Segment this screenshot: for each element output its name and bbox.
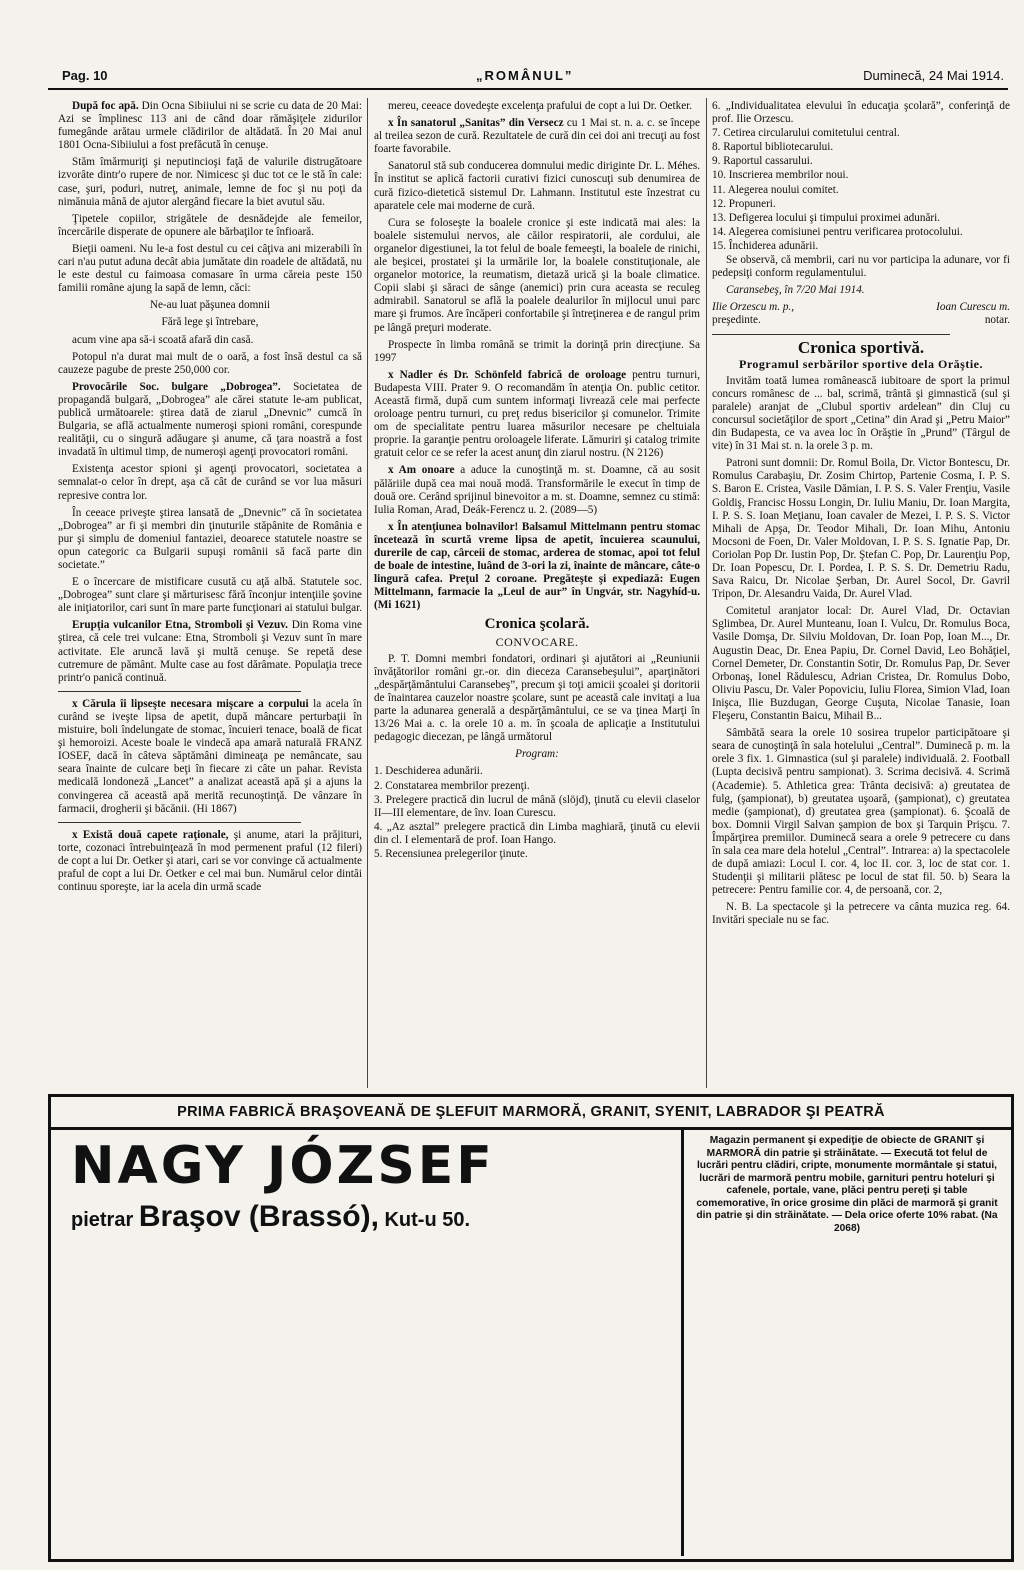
verse-line: Ne-au luat păşunea domnii	[149, 299, 271, 312]
paragraph: P. T. Domni membri fondatori, ordinari şi ajutători ai „Reuniunii învăţătorilor români gr.-or. din dieceza Caransebeşului”, aparţinători „despărţământului Caransebeş”, precum şi toţi amicii şcoalei şi doritorii de înaintarea cauzelor noastre şcolare, sunt pe această cale invitaţi a lua parte la adunarea generală a despărţământului, ce se va ţinea Marţi în 13/26 Mai a. c. la orele 10 a. m. în şcoala de aplicaţie a Institutului pedagogic diecezan, pe lângă următorul	[374, 652, 700, 744]
list-item: 14. Alegerea comisiunei pentru verificarea protocolului.	[712, 225, 963, 238]
column-rule	[706, 98, 707, 1088]
list-item: 10. Inscrierea membrilor noui.	[712, 169, 849, 182]
place-date: Caransebeş, în 7/20 Mai 1914.	[726, 284, 865, 297]
article-flood: După foc apă. Din Ocna Sibiiului ni se scrie cu data de 20 Mai: Azi se împlinesc 113 ani de când doar rămăşiţele zidurilor fumegânde arătau urmele clădirilor de altădată. În 20 Mai anul 1801 Ocna-Sibiiului a fost prefăcută în cenuşe.	[58, 100, 362, 152]
advertisement-nagy-jozsef	[48, 1094, 1014, 1562]
paragraph: Se observă, că membrii, cari nu vor participa la adunare, vor fi pedepsiţi conform regulamentului.	[712, 254, 1010, 280]
paragraph: Sâmbătă seara la orele 10 sosirea trupelor participătoare şi seara de cunoştinţă în sala hotelului „Central”. Duminecă p. m. la orele 3 fix. 1. Gimnastica (sul şi paralele) individuală. 2. Football (Lupta decisivă pentru sampionat). 3. Scrima decisivă. 4. Scrimă (Academie). 5. Athletica grea: Trânta decisivă: a) greutatea de fulg, (şampionat), b) greutatea uşoară, (şampionat), c) greutatea medie (şampionat), d) greutatea grea (şampionat). 6. Şcoală de box. Domnii Virgil Salvan şampion de box şi Tarquin Prişcu. 7. Împărţirea premiilor. Duminecă seara a orele 9 petrecere cu dans în sala cea mare dela hotelul „Central”. Intrarea: a) la spectacolele de după amiazi: Locul I. cor. 4, loc II. cor. 3, loc de stat cor. 1. Studenţii şi militarii plătesc pe locul de stat fil. 50. b) Seara la petrecere: Pentru familie cor. 4, de persoană, cor. 2,	[712, 727, 1010, 897]
newspaper-title: „ROMÂNUL”	[476, 68, 574, 83]
banner-headline: PRIMA FABRICĂ BRAŞOVEANĂ DE ŞLEFUIT MARMORĂ, GRANIT, SYENIT, LABRADOR ŞI PEATRĂ	[51, 1097, 1011, 1130]
paragraph: acum vine apa să-i scoată afară din casă.	[72, 333, 254, 346]
page-header	[48, 66, 1008, 90]
list-item: 1. Deschiderea adunării.	[374, 765, 483, 778]
banner-left	[51, 1130, 684, 1556]
list-item: 11. Alegerea noului comitet.	[712, 183, 839, 196]
paragraph: N. B. La spectacole şi la petrecere va cânta muzica reg. 64. Invitări speciale nu se fac.	[712, 901, 1010, 927]
program-list	[374, 765, 700, 861]
verse-line: Fără lege şi întrebare,	[161, 316, 259, 329]
column-2	[374, 100, 700, 1085]
list-item: 4. „Az asztal” prelegere practică din Limba maghiară, ţinută cu elevii din cl. I elementară de prof. Ioan Hango.	[374, 820, 700, 846]
article-volcanoes: Erupţia vulcanilor Etna, Stromboli şi Vezuv. Din Roma vine ştirea, că cele trei vulcane: Etna, Stromboli şi Vezuv sunt în mare activitate. Ele aruncă lavă şi multă cenuşe. Se repetă dese cutremure de pământ. Multe case au fost dărâmate. Populaţia trece printr'o panică continuă.	[58, 619, 362, 684]
advertiser-name: NAGY JÓZSEF	[71, 1136, 495, 1196]
divider	[712, 334, 950, 335]
program-list-continued	[712, 100, 1010, 253]
list-item: 2. Constatarea membrilor prezenţi.	[374, 779, 530, 792]
list-item: 15. Închiderea adunării.	[712, 239, 819, 252]
paragraph: În ceeace priveşte ştirea lansată de „Dnevnic” că în societatea „Dobrogea” ar fi şi membri din ţinuturile stăpânite de România e pur şi simplu de domeniul fantaziei, deoarece statutele noastre se opun categoric ca Bulgarii supuşi românii să facă parte din societate.”	[58, 506, 362, 571]
paragraph: Comitetul aranjator local: Dr. Aurel Vlad, Dr. Octavian Sglimbea, Dr. Aurel Munteanu, Ioan I. Vulcu, Dr. Romulus Boca, Vasile Domşa, Dr. Silviu Moldovan, Dr. Ioan Pop, Ioan M..., Dr. Augustin Deac, Dr. Enea Papiu, Dr. Cornel David, Leo Bohăţiel, Cornel Demeter, Dr. Constantin Sotir, Dr. Romulus Pap, Dr. Sever Orbonaş, Ionel Rădulescu, Adrian Cristea, Dr. Romulus Dobo, Oliviu Pascu, Dr. Valer Popoviciu, Iuliu Florea, Simion Vlad, Ioan Inişca, Ilie Buzdugan, George Cuşuta, Nicolae Tanasie, Ioan Fleşeru, Constantin Baicu, Mihail B...	[712, 605, 1010, 723]
list-item: 12. Propuneri.	[712, 197, 776, 210]
list-item: 13. Defigerea locului şi timpului proximei adunări.	[712, 211, 941, 224]
divider	[58, 822, 301, 823]
ad-balsam: x În atenţiunea bolnavilor! Balsamul Mittelmann pentru stomac încetează în scurtă vreme lipsa de apetit, încuierea scaunului, durerile de cap, cârceii de stomac, arderea de stomac, apoi tot felul de boale de intestine, luând de 3-ori la zi, înainte de mâncare, câte-o lingură cafea. Preţul 2 coroane. Pregăteşte şi expediază: Eugen Mittelmann, farmacie la „Leul de aur” în Ungvár, str. Nagyhíd-u. (Mi 1621)	[374, 520, 700, 612]
paragraph: Potopul n'a durat mai mult de o oară, a fost însă destul ca să cauzeze pagube de preste 250,000 cor.	[58, 350, 362, 376]
ad-clocks: x Nadler és Dr. Schönfeld fabrică de oroloage pentru turnuri, Budapesta VIII. Prater 9. O recomandăm în atenţia On. public cetitor. Această firmă, după cum suntem informaţi livrează cele mai perfecte oroloage pentru turnuri, cu preţ redus bisericilor şi comunelor. Trimite om de specialitate pentru luarea măsurilor necesare pe cheltuiala proprie. Ia garanţie pentru oroloagele liferate. Lămuriri şi catalog trimite gratuit celor ce se refer la acest anunţ din ziarul nostru. (N 2126)	[374, 368, 700, 460]
paragraph: Ţipetele copiilor, strigătele de desnădejde ale femeilor, încercările disperate de opunere ale bărbaţilor te înfioară.	[58, 212, 362, 238]
list-item: 5. Recensiunea prelegerilor ţinute.	[374, 847, 528, 860]
column-3	[712, 100, 1010, 1085]
paragraph: Invităm toată lumea românească iubitoare de sport la primul concurs românesc de ... bal, scrimă, trântă şi gimnastică (sul şi paralele) aranjat de „Clubul sportiv ardelean” din Cluj cu concursul societăţilor de sport „Cetina” din Arad şi „Petru Maior” din Budapesta, ce va avea loc în Orăştie în „Prund” (Târgul de vite) în 31 Mai st. n. la orele 3 p. m.	[712, 374, 1010, 453]
section-title-school: Cronica şcolară.	[484, 616, 590, 633]
paragraph: Stăm îmărmuriţi şi neputincioşi faţă de valurile distrugătoare izvorâte dintr'o rupere de nor. Nimicesc şi duc tot ce le stă în cale: case, şuri, poduri, nutreţ, animale, lemne de foc şi nu poţi da nimănuia mână de ajutor alergând fiecare la biet avutul său.	[58, 156, 362, 208]
banner-description: Magazin permanent şi expediţie de obiecte de GRANIT şi MARMORĂ din patrie şi străinătate. — Execută tot felul de lucrări pentru clădiri, cripte, monumente mormântale şi statui, lucrări de marmoră pentru mobile, garnituri pentru hoteluri şi cafenele, portale, vane, plăci pentru pereţi şi table comemorative, în orice grosime din plăci de marmoră şi granit din patrie şi din străinătate. — Dela orice oferte 10% rabat. (Na 2068)	[696, 1135, 998, 1234]
ad-oetker: x Există două capete raţionale, şi anume, atari la prăjituri, torte, cozonaci întrebuinţează în mod permenent praful (12 fileri) de copt a lui Dr. Oetker şi atari, cari se vor convinge că actualmente praful de copt a lui Dr. Oetker e cel mai bun. Numărul celor dintâi continuu sporeşte, iar la acela din urmă scade	[58, 828, 362, 894]
list-item: 6. „Individualitatea elevului în educaţia şcolară”, conferinţă de prof. Ilie Orzescu.	[712, 100, 1010, 126]
column-rule	[367, 98, 368, 1088]
divider	[58, 691, 301, 692]
paragraph: Existenţa acestor spioni şi agenţi provocatori, societatea a semnalat-o celor în drept, aşa că cât de curând se vor lua măsuri represive contra lor.	[58, 463, 362, 502]
list-item: 8. Raportul bibliotecarului.	[712, 141, 834, 154]
paragraph: Sanatorul stă sub conducerea domnului medic diriginte Dr. L. Méhes. În institut se aplică factorii curativi fizici cunoscuţi sub denumirea de cură fizico-dietetică sistemul Dr. Lahmann. Institutul este înzestrat cu aparatele cele mai moderne de cură.	[374, 160, 700, 212]
issue-date: Duminecă, 24 Mai 1914.	[863, 68, 1004, 83]
paragraph: Patroni sunt domnii: Dr. Romul Boila, Dr. Victor Bontescu, Dr. Romulus Carabaşiu, Dr. Zosim Chirtop, Partenie Cosma, I. P. S. S. Baron E. Cristea, Vasile Dămian, I. P. S. S. Valer Frenţiu, Vasile Goldiş, Francisc Hossu Longin, Dr. Iuliu Maniu, Dr. Ioan Margita, I. P. S. S. Ioan Meţianu, Ioan cavaler de Mezei, I. P. S. S. Victor Mihali de Apşa, Dr. Teodor Mihali, Dr. Ioan Mihu, Antoniu Mocsoni de Foen, Dr. Valer Moldovan, I. P. S. S. Ignatie Pap, Dr. Coriolan Pop Dr. Iustin Pop, Dr. Ştefan C. Pop, Dr. Laurenţiu Pop, Dr. Ioan Popescu, Dr. I. Pordea, I. P. S. S. Dr. Demetriu Radu, Sava Raicu, Dr. Nicolae Şerban, Dr. Aurel Socol, Dr. Gavril Tripon, Dr. Alesandru Vaida, Dr. Aurel Vlad.	[712, 457, 1010, 601]
paragraph: Cura se foloseşte la boalele cronice şi este indicată mai ales: la boalele sistemului nervos, ale căilor respiratorii, ale cordului, ale organelor digestiunei, la tot felul de boale femeeşti, la boalele de rinichi, ale beşicei, prostatei şi la urmările lor, la boalele constituţionale, ale organelor motorice, la reumatism, dietază urică şi la boale climatice. Copii slabi şi săraci de sânge (anemici) prin cura aceasta se reculeg admirabil. Sanatorul se află la poalele dealurilor în mijlocul unui parc mare şi frumos. Are încăperi confortabile şi întreţinerea e de rangul prim pe lângă preţuri moderate.	[374, 216, 700, 334]
advertiser-address: pietrar Braşov (Brassó), Kut-u 50.	[71, 1200, 471, 1233]
signatures: Ilie Orzescu m. p., preşedinte. Ioan Curescu m. notar.	[712, 301, 1010, 327]
page-number: Pag. 10	[62, 68, 108, 83]
sport-subtitle: Programul serbărilor sportive dela Orăştie.	[738, 356, 983, 371]
list-item: 3. Prelegere practică din lucrul de mână (slöjd), ţinută cu elevii claselor II—III elementare, de înv. Ioan Curescu.	[374, 793, 700, 819]
paragraph: Bieţii oameni. Nu le-a fost destul cu cei câţiva ani mizerabili în cari n'au putut aduna decât abia jumătate din roadele de altădată, nu le este destul cu faimoasa comasare în urma căreia peste 150 familii române ajung la sapă de lemn, căci:	[58, 242, 362, 295]
ad-franz-iosef: x Cărula îi lipseşte necesara mişcare a corpului la acela în curând se iveşte lipsa de apetit, după mâncare perturbaţii în mistuire, boli îndelungate de stomac, încuieri tenace, boală de ficat şi hemoroizi. Aceste boale le vindecă apa amară naturală FRANZ IOSEF, dacă în câteva săptămâni dimineaţa pe nemâncate, sau seara înainte de culcare beţi în fiecare zi câte un pahar. Revista medicală londoneză „Lancet” a analizat această apă şi a ajuns la convingerea că această apă merită recunoştinţă. De vânzare în farmacii, drogherii şi băcănii. (Hi 1867)	[58, 697, 362, 815]
list-item: 9. Raportul cassarului.	[712, 155, 813, 168]
paragraph: mereu, ceeace dovedeşte excelenţa prafului de copt a lui Dr. Oetker.	[388, 100, 693, 112]
convocation-heading: CONVOCARE.	[495, 634, 579, 649]
section-title-sport: Cronica sportivă.	[797, 337, 925, 357]
paragraph: E o încercare de mistificare cusută cu aţă albă. Statutele soc. „Dobrogea” sunt clare şi mărturisesc fără înconjur intenţiile şovine ale iniţiatorilor, cari sunt în mare parte funcţionari ai statului bulgar.	[58, 576, 362, 615]
article-dobrogea: Provocările Soc. bulgare „Dobrogea”. Societatea de propagandă bulgară, „Dobrogea” ale cărei statute le-am publicat, publică următoarele: ştirea dată de ziarul „Dnevnic” cumcă în Bulgaria, se află actualmente numeroşi spioni români, corespunde realităţii, cu o singură adăugare şi anume, că ţara noastră a fost invadată în ultimul timp, de numeroşi agenţi provocatori români.	[58, 380, 362, 459]
list-item: 7. Cetirea circularului comitetului central.	[712, 127, 900, 140]
paragraph: Prospecte în limba română se trimit la dorinţă prin direcţiune. Sa 1997	[374, 338, 700, 364]
ad-hats: x Am onoare a aduce la cunoştinţă m. st. Doamne, că au sosit pălăriile după cea mai nouă modă. Transformările le execut în timp de două ore. Cerând sprijinul binevoitor a m. st. Doamne, semnez cu stimă: Iulia Roman, Arad, Deák-Ferencz u. 2. (2089—5)	[374, 464, 700, 516]
ad-sanitas: x În sanatorul „Sanitas” din Versecz cu 1 Mai st. n. a. c. se începe al treilea sezon de cură. Rezultatele de cură din cei doi ani trecuţi au fost foarte favorabile.	[374, 117, 700, 156]
column-1	[58, 100, 362, 1085]
program-heading: Program:	[515, 748, 559, 761]
